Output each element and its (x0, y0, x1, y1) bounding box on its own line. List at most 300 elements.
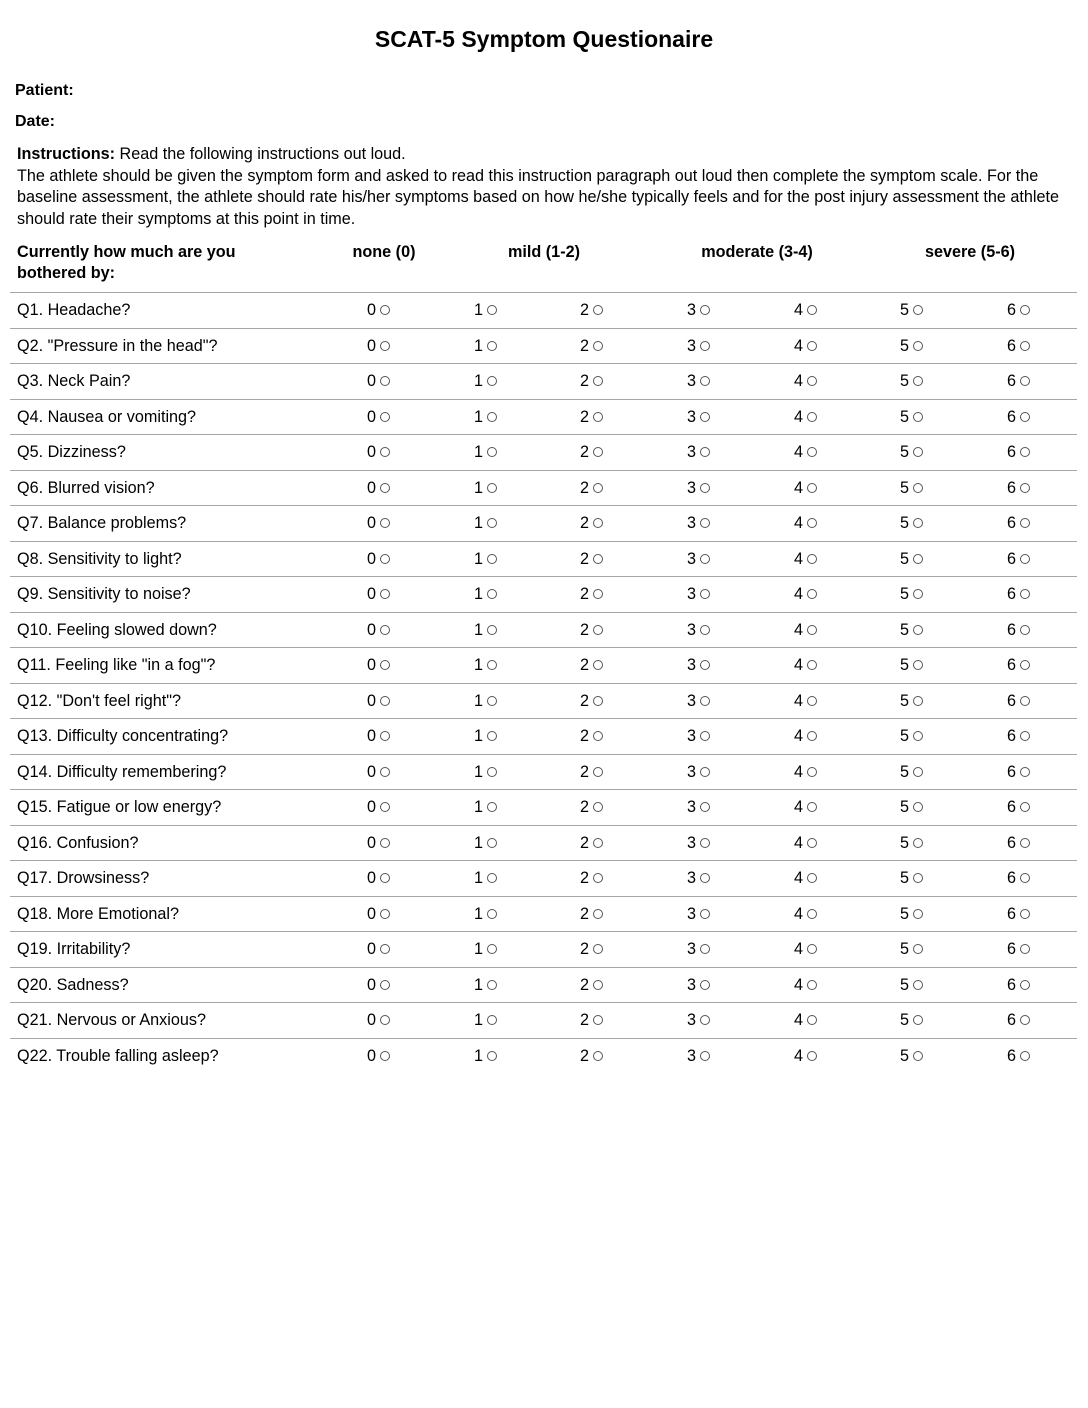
radio-button[interactable] (1020, 412, 1030, 422)
rating-option-6[interactable] (1007, 868, 1030, 888)
rating-option-6[interactable] (1007, 300, 1030, 320)
radio-button[interactable] (700, 341, 710, 351)
rating-option-3[interactable] (687, 1010, 710, 1030)
rating-option-6[interactable] (1007, 939, 1030, 959)
radio-button[interactable] (807, 909, 817, 919)
rating-option-0[interactable] (367, 975, 390, 995)
rating-option-1[interactable] (474, 620, 497, 640)
rating-option-1[interactable] (474, 1010, 497, 1030)
rating-option-1[interactable] (474, 478, 497, 498)
rating-option-6[interactable] (1007, 797, 1030, 817)
rating-option-2[interactable] (580, 868, 603, 888)
rating-option-0[interactable] (367, 407, 390, 427)
rating-option-0[interactable] (367, 300, 390, 320)
radio-button[interactable] (487, 305, 497, 315)
radio-button[interactable] (913, 731, 923, 741)
rating-option-0[interactable] (367, 1010, 390, 1030)
rating-option-6[interactable] (1007, 1010, 1030, 1030)
rating-option-6[interactable] (1007, 407, 1030, 427)
radio-button[interactable] (1020, 554, 1030, 564)
radio-button[interactable] (913, 944, 923, 954)
rating-option-2[interactable] (580, 833, 603, 853)
rating-option-5[interactable] (900, 868, 923, 888)
radio-button[interactable] (487, 731, 497, 741)
rating-option-2[interactable] (580, 336, 603, 356)
radio-button[interactable] (380, 625, 390, 635)
radio-button[interactable] (380, 376, 390, 386)
radio-button[interactable] (700, 909, 710, 919)
radio-button[interactable] (380, 554, 390, 564)
radio-button[interactable] (487, 447, 497, 457)
radio-button[interactable] (700, 589, 710, 599)
radio-button[interactable] (807, 589, 817, 599)
rating-option-6[interactable] (1007, 655, 1030, 675)
radio-button[interactable] (700, 625, 710, 635)
radio-button[interactable] (700, 944, 710, 954)
radio-button[interactable] (1020, 802, 1030, 812)
rating-option-5[interactable] (900, 1010, 923, 1030)
rating-option-4[interactable] (794, 975, 817, 995)
radio-button[interactable] (593, 660, 603, 670)
rating-option-2[interactable] (580, 797, 603, 817)
rating-option-4[interactable] (794, 513, 817, 533)
rating-option-1[interactable] (474, 691, 497, 711)
rating-option-1[interactable] (474, 868, 497, 888)
radio-button[interactable] (700, 447, 710, 457)
rating-option-3[interactable] (687, 407, 710, 427)
radio-button[interactable] (380, 980, 390, 990)
rating-option-3[interactable] (687, 336, 710, 356)
rating-option-4[interactable] (794, 691, 817, 711)
radio-button[interactable] (807, 944, 817, 954)
radio-button[interactable] (593, 341, 603, 351)
rating-option-3[interactable] (687, 868, 710, 888)
rating-option-3[interactable] (687, 833, 710, 853)
rating-option-4[interactable] (794, 904, 817, 924)
radio-button[interactable] (380, 1051, 390, 1061)
radio-button[interactable] (700, 660, 710, 670)
radio-button[interactable] (593, 412, 603, 422)
radio-button[interactable] (1020, 341, 1030, 351)
radio-button[interactable] (807, 838, 817, 848)
radio-button[interactable] (487, 518, 497, 528)
rating-option-2[interactable] (580, 904, 603, 924)
rating-option-0[interactable] (367, 371, 390, 391)
rating-option-0[interactable] (367, 868, 390, 888)
radio-button[interactable] (380, 873, 390, 883)
rating-option-4[interactable] (794, 797, 817, 817)
rating-option-4[interactable] (794, 833, 817, 853)
radio-button[interactable] (913, 1015, 923, 1025)
rating-option-2[interactable] (580, 1046, 603, 1066)
rating-option-5[interactable] (900, 691, 923, 711)
rating-option-4[interactable] (794, 655, 817, 675)
rating-option-3[interactable] (687, 371, 710, 391)
rating-option-2[interactable] (580, 407, 603, 427)
radio-button[interactable] (1020, 589, 1030, 599)
radio-button[interactable] (487, 660, 497, 670)
radio-button[interactable] (487, 767, 497, 777)
radio-button[interactable] (1020, 625, 1030, 635)
rating-option-4[interactable] (794, 1010, 817, 1030)
radio-button[interactable] (1020, 909, 1030, 919)
rating-option-5[interactable] (900, 904, 923, 924)
radio-button[interactable] (913, 376, 923, 386)
radio-button[interactable] (593, 731, 603, 741)
radio-button[interactable] (380, 589, 390, 599)
radio-button[interactable] (1020, 838, 1030, 848)
radio-button[interactable] (1020, 305, 1030, 315)
radio-button[interactable] (700, 554, 710, 564)
rating-option-1[interactable] (474, 762, 497, 782)
rating-option-0[interactable] (367, 797, 390, 817)
rating-option-2[interactable] (580, 726, 603, 746)
radio-button[interactable] (700, 767, 710, 777)
rating-option-3[interactable] (687, 1046, 710, 1066)
radio-button[interactable] (1020, 944, 1030, 954)
rating-option-3[interactable] (687, 549, 710, 569)
rating-option-2[interactable] (580, 691, 603, 711)
radio-button[interactable] (1020, 1051, 1030, 1061)
rating-option-6[interactable] (1007, 549, 1030, 569)
rating-option-3[interactable] (687, 691, 710, 711)
rating-option-3[interactable] (687, 584, 710, 604)
radio-button[interactable] (1020, 696, 1030, 706)
rating-option-5[interactable] (900, 1046, 923, 1066)
radio-button[interactable] (807, 731, 817, 741)
radio-button[interactable] (593, 838, 603, 848)
rating-option-5[interactable] (900, 513, 923, 533)
radio-button[interactable] (593, 518, 603, 528)
rating-option-1[interactable] (474, 1046, 497, 1066)
radio-button[interactable] (380, 838, 390, 848)
radio-button[interactable] (487, 341, 497, 351)
radio-button[interactable] (380, 341, 390, 351)
radio-button[interactable] (593, 909, 603, 919)
rating-option-6[interactable] (1007, 620, 1030, 640)
radio-button[interactable] (700, 1051, 710, 1061)
radio-button[interactable] (380, 802, 390, 812)
radio-button[interactable] (700, 980, 710, 990)
rating-option-0[interactable] (367, 939, 390, 959)
rating-option-2[interactable] (580, 655, 603, 675)
radio-button[interactable] (913, 802, 923, 812)
rating-option-5[interactable] (900, 939, 923, 959)
rating-option-2[interactable] (580, 939, 603, 959)
rating-option-3[interactable] (687, 762, 710, 782)
rating-option-0[interactable] (367, 1046, 390, 1066)
radio-button[interactable] (913, 518, 923, 528)
radio-button[interactable] (807, 554, 817, 564)
rating-option-6[interactable] (1007, 726, 1030, 746)
rating-option-3[interactable] (687, 939, 710, 959)
rating-option-2[interactable] (580, 584, 603, 604)
rating-option-2[interactable] (580, 442, 603, 462)
radio-button[interactable] (593, 767, 603, 777)
radio-button[interactable] (807, 802, 817, 812)
radio-button[interactable] (807, 1015, 817, 1025)
rating-option-4[interactable] (794, 371, 817, 391)
rating-option-0[interactable] (367, 336, 390, 356)
radio-button[interactable] (913, 447, 923, 457)
radio-button[interactable] (380, 731, 390, 741)
rating-option-0[interactable] (367, 691, 390, 711)
radio-button[interactable] (700, 1015, 710, 1025)
rating-option-3[interactable] (687, 620, 710, 640)
rating-option-1[interactable] (474, 336, 497, 356)
radio-button[interactable] (380, 518, 390, 528)
rating-option-0[interactable] (367, 833, 390, 853)
rating-option-2[interactable] (580, 478, 603, 498)
radio-button[interactable] (487, 802, 497, 812)
rating-option-1[interactable] (474, 584, 497, 604)
rating-option-3[interactable] (687, 442, 710, 462)
radio-button[interactable] (487, 980, 497, 990)
rating-option-2[interactable] (580, 975, 603, 995)
radio-button[interactable] (913, 589, 923, 599)
radio-button[interactable] (380, 447, 390, 457)
rating-option-6[interactable] (1007, 833, 1030, 853)
radio-button[interactable] (380, 944, 390, 954)
radio-button[interactable] (487, 909, 497, 919)
rating-option-5[interactable] (900, 975, 923, 995)
radio-button[interactable] (1020, 873, 1030, 883)
rating-option-1[interactable] (474, 655, 497, 675)
radio-button[interactable] (1020, 518, 1030, 528)
radio-button[interactable] (807, 1051, 817, 1061)
radio-button[interactable] (593, 873, 603, 883)
rating-option-0[interactable] (367, 549, 390, 569)
radio-button[interactable] (1020, 731, 1030, 741)
radio-button[interactable] (700, 305, 710, 315)
rating-option-1[interactable] (474, 549, 497, 569)
rating-option-4[interactable] (794, 726, 817, 746)
radio-button[interactable] (807, 980, 817, 990)
rating-option-6[interactable] (1007, 371, 1030, 391)
radio-button[interactable] (913, 1051, 923, 1061)
rating-option-5[interactable] (900, 549, 923, 569)
radio-button[interactable] (700, 518, 710, 528)
rating-option-4[interactable] (794, 762, 817, 782)
rating-option-4[interactable] (794, 300, 817, 320)
radio-button[interactable] (913, 305, 923, 315)
rating-option-1[interactable] (474, 371, 497, 391)
radio-button[interactable] (807, 341, 817, 351)
radio-button[interactable] (380, 305, 390, 315)
radio-button[interactable] (913, 767, 923, 777)
rating-option-0[interactable] (367, 478, 390, 498)
rating-option-2[interactable] (580, 513, 603, 533)
rating-option-0[interactable] (367, 442, 390, 462)
radio-button[interactable] (1020, 980, 1030, 990)
rating-option-2[interactable] (580, 300, 603, 320)
rating-option-6[interactable] (1007, 762, 1030, 782)
rating-option-0[interactable] (367, 726, 390, 746)
rating-option-1[interactable] (474, 904, 497, 924)
rating-option-3[interactable] (687, 975, 710, 995)
rating-option-5[interactable] (900, 442, 923, 462)
radio-button[interactable] (1020, 483, 1030, 493)
rating-option-4[interactable] (794, 584, 817, 604)
radio-button[interactable] (807, 696, 817, 706)
rating-option-4[interactable] (794, 407, 817, 427)
radio-button[interactable] (1020, 1015, 1030, 1025)
radio-button[interactable] (380, 412, 390, 422)
radio-button[interactable] (913, 483, 923, 493)
rating-option-5[interactable] (900, 797, 923, 817)
rating-option-3[interactable] (687, 513, 710, 533)
rating-option-4[interactable] (794, 442, 817, 462)
radio-button[interactable] (913, 909, 923, 919)
rating-option-6[interactable] (1007, 442, 1030, 462)
radio-button[interactable] (1020, 376, 1030, 386)
radio-button[interactable] (380, 1015, 390, 1025)
radio-button[interactable] (487, 1015, 497, 1025)
radio-button[interactable] (487, 625, 497, 635)
radio-button[interactable] (487, 873, 497, 883)
rating-option-4[interactable] (794, 336, 817, 356)
radio-button[interactable] (1020, 660, 1030, 670)
rating-option-3[interactable] (687, 904, 710, 924)
rating-option-6[interactable] (1007, 513, 1030, 533)
radio-button[interactable] (700, 873, 710, 883)
radio-button[interactable] (593, 802, 603, 812)
rating-option-6[interactable] (1007, 584, 1030, 604)
rating-option-4[interactable] (794, 868, 817, 888)
radio-button[interactable] (1020, 447, 1030, 457)
rating-option-1[interactable] (474, 726, 497, 746)
rating-option-1[interactable] (474, 407, 497, 427)
radio-button[interactable] (1020, 767, 1030, 777)
rating-option-6[interactable] (1007, 904, 1030, 924)
rating-option-4[interactable] (794, 478, 817, 498)
radio-button[interactable] (700, 696, 710, 706)
radio-button[interactable] (807, 447, 817, 457)
radio-button[interactable] (807, 376, 817, 386)
radio-button[interactable] (913, 696, 923, 706)
radio-button[interactable] (593, 554, 603, 564)
radio-button[interactable] (913, 873, 923, 883)
radio-button[interactable] (700, 412, 710, 422)
rating-option-1[interactable] (474, 513, 497, 533)
radio-button[interactable] (807, 873, 817, 883)
radio-button[interactable] (487, 838, 497, 848)
rating-option-4[interactable] (794, 620, 817, 640)
radio-button[interactable] (700, 838, 710, 848)
rating-option-1[interactable] (474, 300, 497, 320)
radio-button[interactable] (807, 518, 817, 528)
radio-button[interactable] (487, 483, 497, 493)
rating-option-1[interactable] (474, 939, 497, 959)
radio-button[interactable] (700, 483, 710, 493)
radio-button[interactable] (380, 909, 390, 919)
rating-option-5[interactable] (900, 620, 923, 640)
radio-button[interactable] (593, 944, 603, 954)
rating-option-6[interactable] (1007, 975, 1030, 995)
radio-button[interactable] (487, 589, 497, 599)
rating-option-0[interactable] (367, 655, 390, 675)
radio-button[interactable] (700, 731, 710, 741)
rating-option-1[interactable] (474, 833, 497, 853)
radio-button[interactable] (807, 767, 817, 777)
radio-button[interactable] (487, 412, 497, 422)
rating-option-5[interactable] (900, 726, 923, 746)
radio-button[interactable] (593, 447, 603, 457)
radio-button[interactable] (593, 625, 603, 635)
rating-option-4[interactable] (794, 1046, 817, 1066)
radio-button[interactable] (700, 802, 710, 812)
radio-button[interactable] (913, 341, 923, 351)
radio-button[interactable] (593, 1015, 603, 1025)
rating-option-5[interactable] (900, 762, 923, 782)
rating-option-6[interactable] (1007, 691, 1030, 711)
radio-button[interactable] (807, 305, 817, 315)
radio-button[interactable] (700, 376, 710, 386)
rating-option-6[interactable] (1007, 336, 1030, 356)
rating-option-6[interactable] (1007, 478, 1030, 498)
radio-button[interactable] (913, 554, 923, 564)
radio-button[interactable] (593, 589, 603, 599)
radio-button[interactable] (487, 1051, 497, 1061)
rating-option-4[interactable] (794, 549, 817, 569)
rating-option-5[interactable] (900, 336, 923, 356)
rating-option-1[interactable] (474, 797, 497, 817)
radio-button[interactable] (913, 838, 923, 848)
rating-option-0[interactable] (367, 904, 390, 924)
rating-option-0[interactable] (367, 584, 390, 604)
radio-button[interactable] (380, 660, 390, 670)
rating-option-3[interactable] (687, 300, 710, 320)
radio-button[interactable] (380, 696, 390, 706)
rating-option-2[interactable] (580, 620, 603, 640)
radio-button[interactable] (380, 767, 390, 777)
rating-option-3[interactable] (687, 797, 710, 817)
radio-button[interactable] (913, 980, 923, 990)
rating-option-2[interactable] (580, 371, 603, 391)
radio-button[interactable] (593, 305, 603, 315)
rating-option-5[interactable] (900, 407, 923, 427)
radio-button[interactable] (593, 376, 603, 386)
rating-option-4[interactable] (794, 939, 817, 959)
rating-option-6[interactable] (1007, 1046, 1030, 1066)
radio-button[interactable] (487, 376, 497, 386)
rating-option-1[interactable] (474, 975, 497, 995)
rating-option-5[interactable] (900, 478, 923, 498)
radio-button[interactable] (593, 980, 603, 990)
rating-option-0[interactable] (367, 513, 390, 533)
rating-option-5[interactable] (900, 300, 923, 320)
rating-option-5[interactable] (900, 584, 923, 604)
radio-button[interactable] (593, 696, 603, 706)
rating-option-2[interactable] (580, 549, 603, 569)
rating-option-5[interactable] (900, 371, 923, 391)
rating-option-3[interactable] (687, 726, 710, 746)
rating-option-0[interactable] (367, 762, 390, 782)
rating-option-2[interactable] (580, 1010, 603, 1030)
rating-option-5[interactable] (900, 655, 923, 675)
rating-option-3[interactable] (687, 478, 710, 498)
radio-button[interactable] (487, 554, 497, 564)
radio-button[interactable] (487, 696, 497, 706)
radio-button[interactable] (593, 483, 603, 493)
radio-button[interactable] (807, 660, 817, 670)
radio-button[interactable] (913, 412, 923, 422)
radio-button[interactable] (593, 1051, 603, 1061)
radio-button[interactable] (913, 660, 923, 670)
radio-button[interactable] (807, 412, 817, 422)
radio-button[interactable] (380, 483, 390, 493)
radio-button[interactable] (487, 944, 497, 954)
